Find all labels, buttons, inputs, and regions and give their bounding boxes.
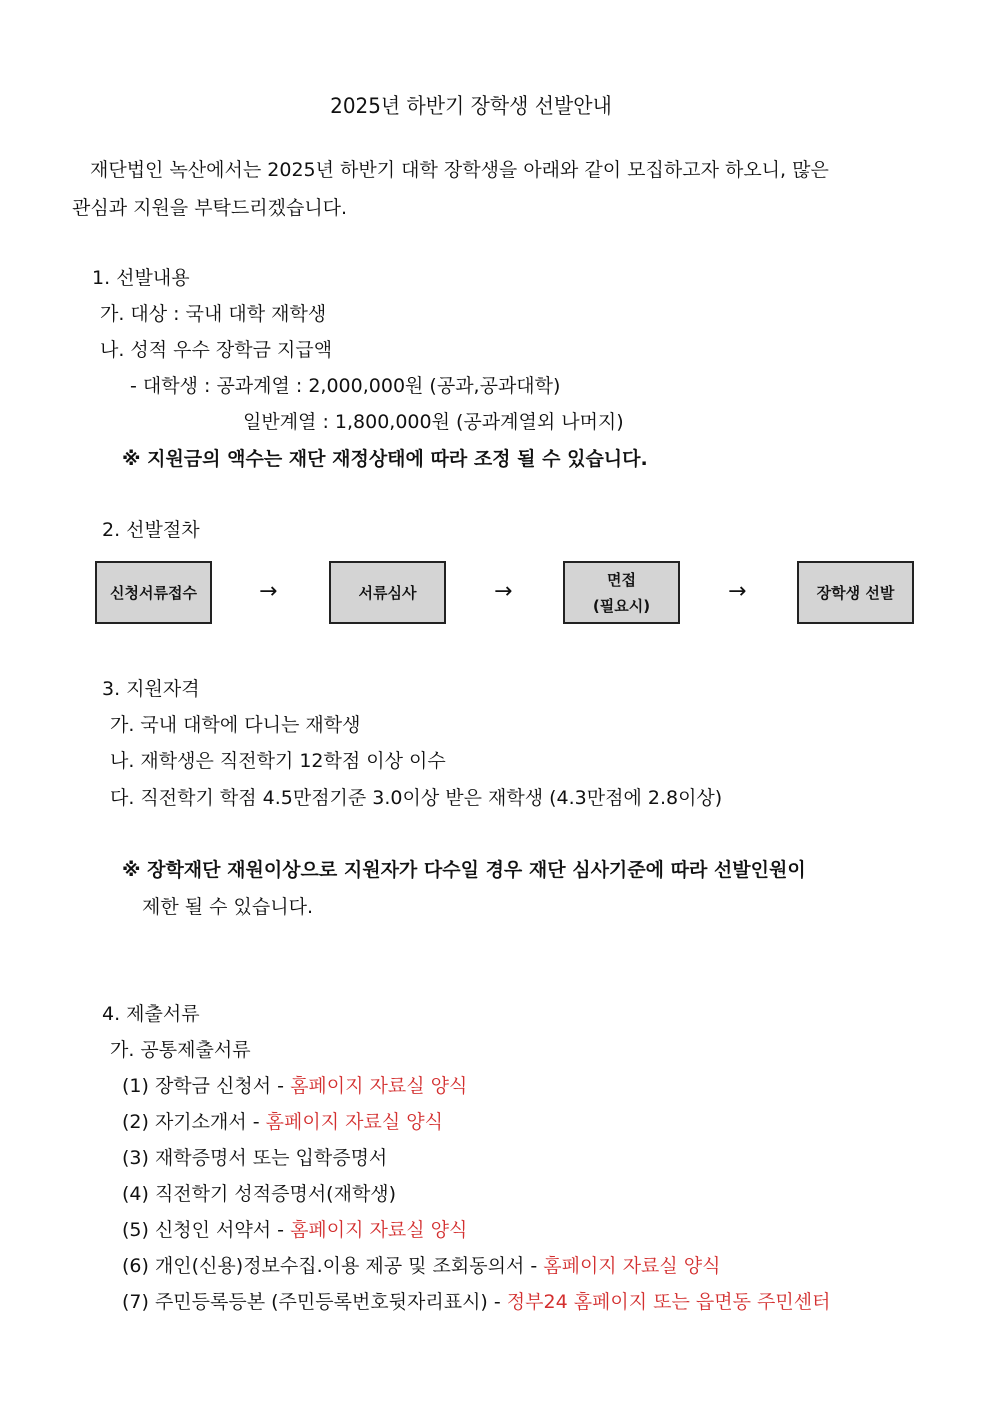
step-label: 신청서류접수: [110, 583, 197, 602]
section1-heading: 1. 선발내용: [92, 267, 190, 289]
document-text: (4) 직전학기 성적증명서(재학생): [122, 1183, 397, 1205]
arrow-icon: →: [728, 579, 747, 604]
amount-general: 일반계열 : 1,800,000원 (공과계열외 나머지): [243, 411, 624, 433]
document-text: (7) 주민등록등본 (주민등록번호뒷자리표시) -: [122, 1291, 507, 1313]
eligibility-item: 가. 국내 대학에 다니는 재학생: [110, 714, 361, 736]
document-item: [122, 1110, 443, 1134]
eligibility-item: 다. 직전학기 학점 4.5만점기준 3.0이상 받은 재학생 (4.3만점에 2.8이상): [110, 787, 723, 809]
intro-line-2: 관심과 지원을 부탁드리겠습니다.: [72, 197, 348, 219]
step-label: 면접: [607, 570, 636, 589]
document-text: (3) 재학증명서 또는 입학증명서: [122, 1147, 388, 1169]
section2-heading: 2. 선발절차: [102, 519, 200, 541]
page-title: 2025년 하반기 장학생 선발안내: [330, 94, 612, 118]
section3-note-line-1: ※ 장학재단 재원이상으로 지원자가 다수일 경우 재단 심사기준에 따라 선발인원이: [122, 859, 806, 881]
section1-amount-heading: 나. 성적 우수 장학금 지급액: [100, 339, 333, 361]
document-source: 정부24 홈페이지 또는 읍면동 주민센터: [506, 1291, 831, 1313]
document-item: [122, 1218, 467, 1242]
document-item: [122, 1290, 830, 1314]
eligibility-item: 나. 재학생은 직전학기 12학점 이상 이수: [110, 750, 446, 772]
document-text: (6) 개인(신용)정보수집.이용 제공 및 조회동의서 -: [122, 1255, 544, 1277]
step-document-review: [329, 561, 446, 624]
document-source: 홈페이지 자료실 양식: [290, 1219, 468, 1241]
step-interview: [563, 561, 680, 624]
document-item: [122, 1074, 467, 1098]
arrow-icon: →: [494, 579, 513, 604]
arrow-icon: →: [259, 579, 278, 604]
step-label: 서류심사: [358, 583, 417, 602]
step-sublabel: (필요시): [592, 596, 651, 615]
document-source: 홈페이지 자료실 양식: [290, 1075, 468, 1097]
step-label: 장학생 선발: [816, 583, 895, 602]
document-source: 홈페이지 자료실 양식: [543, 1255, 721, 1277]
step-selection: [797, 561, 914, 624]
document-text: (5) 신청인 서약서 -: [122, 1219, 291, 1241]
intro-line-1: 재단법인 녹산에서는 2025년 하반기 대학 장학생을 아래와 같이 모집하고자 하오니, 많은: [90, 159, 829, 181]
section4-subheading: 가. 공통제출서류: [110, 1039, 251, 1061]
document-item: [122, 1254, 721, 1278]
section1-target: 가. 대상 : 국내 대학 재학생: [100, 303, 327, 325]
amount-engineering: - 대학생 : 공과계열 : 2,000,000원 (공과,공과대학): [130, 375, 561, 397]
section1-note: ※ 지원금의 액수는 재단 재정상태에 따라 조정 될 수 있습니다.: [122, 448, 648, 470]
document-item: [122, 1182, 396, 1206]
document-text: (1) 장학금 신청서 -: [122, 1075, 291, 1097]
section3-note-line-2: 제한 될 수 있습니다.: [142, 896, 313, 918]
document-text: (2) 자기소개서 -: [122, 1111, 266, 1133]
step-application: [95, 561, 212, 624]
document-source: 홈페이지 자료실 양식: [265, 1111, 443, 1133]
section3-heading: 3. 지원자격: [102, 678, 200, 700]
section4-heading: 4. 제출서류: [102, 1003, 200, 1025]
document-item: [122, 1146, 387, 1170]
